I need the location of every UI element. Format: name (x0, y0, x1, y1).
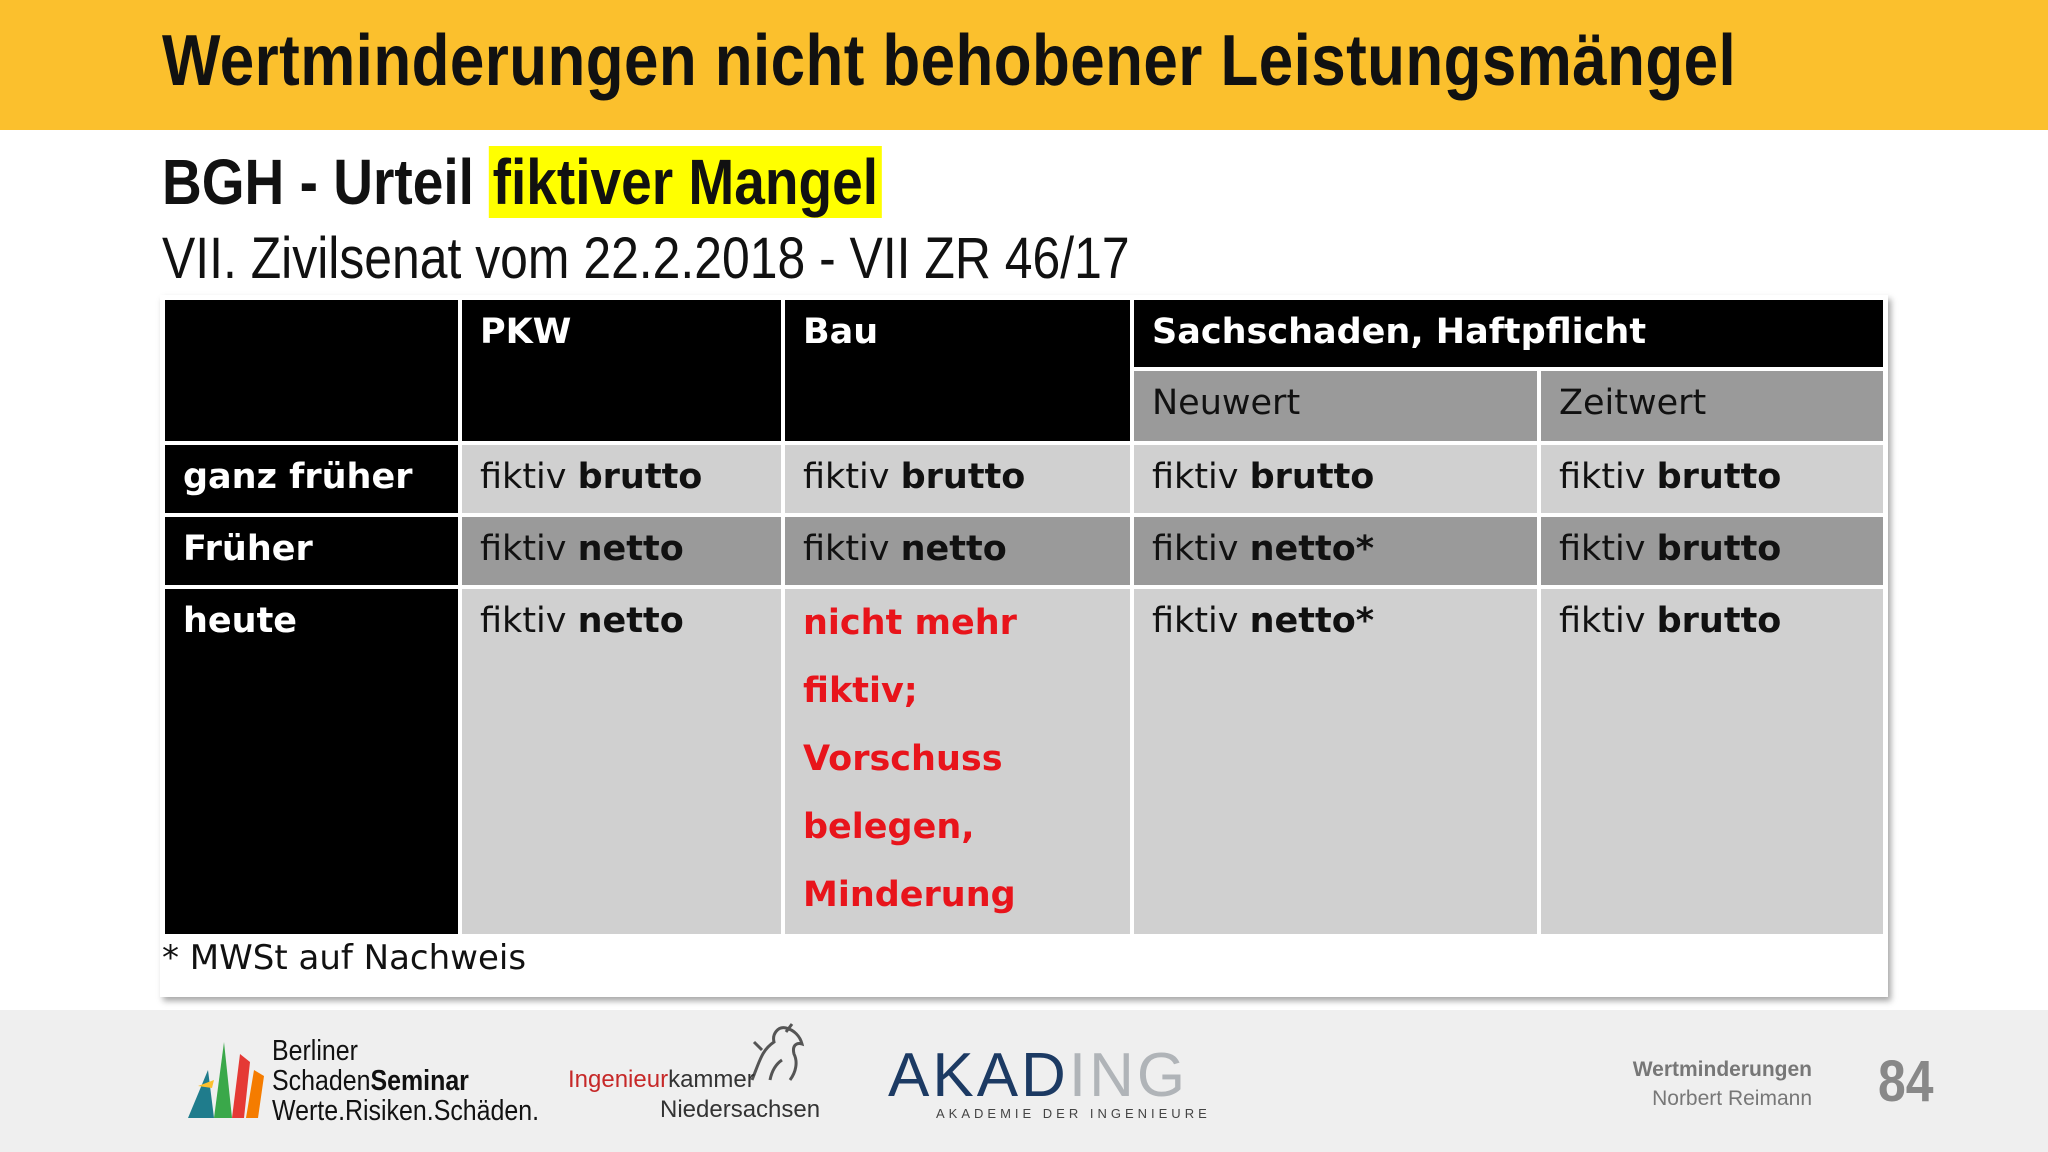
subtitle-text: BGH - Urteil (162, 146, 490, 218)
cell-heute-bau (785, 589, 1130, 934)
slide-subtitle (162, 145, 881, 219)
ingenieurkammer-region: Niedersachsen (660, 1096, 821, 1123)
bau-line: Vorschuss (803, 739, 1003, 779)
cell-heute-pkw: fiktiv netto (462, 589, 781, 934)
cell-frueher-zeitwert: fiktiv brutto (1541, 517, 1883, 585)
footer-author: Norbert Reimann (1652, 1087, 1812, 1110)
bau-line: belegen, (803, 807, 975, 847)
court-reference: VII. Zivilsenat vom 22.2.2018 - VII ZR 46/17 (162, 226, 1130, 291)
slide-title: Wertminderungen nicht behobener Leistungsmängel (162, 21, 1737, 101)
akading-subtitle: AKADEMIE DER INGENIEURE (936, 1106, 1211, 1121)
table-footnote: * MWSt auf Nachweis (162, 938, 527, 978)
bau-line: fiktiv; (803, 671, 918, 711)
bss-line3: Werte.Risiken.Schäden. (272, 1095, 540, 1127)
berliner-schadenseminar-logo-icon (184, 1040, 270, 1120)
col-header-zeitwert: Zeitwert (1541, 371, 1883, 441)
cell-frueher-pkw: fiktiv netto (462, 517, 781, 585)
cell-heute-zeitwert: fiktiv brutto (1541, 589, 1883, 934)
corner-cell (165, 300, 458, 441)
bau-line: Minderung (803, 875, 1016, 915)
akading-logo: AKADING (888, 1041, 1189, 1110)
cell-ganz-frueher-pkw: fiktiv brutto (462, 445, 781, 513)
bau-line: nicht mehr (803, 603, 1017, 643)
col-header-sachschaden: Sachschaden, Haftpflicht (1134, 300, 1883, 367)
subtitle-highlight: fiktiver Mangel (489, 146, 881, 218)
cell-ganz-frueher-neuwert: fiktiv brutto (1134, 445, 1537, 513)
footer-topic: Wertminderungen (1632, 1058, 1812, 1081)
bss-line1: Berliner (272, 1035, 358, 1067)
row-label-frueher: Früher (165, 517, 458, 585)
col-header-pkw: PKW (462, 300, 781, 441)
row-label-heute: heute (165, 589, 458, 934)
row-label-ganz-frueher: ganz früher (165, 445, 458, 513)
berliner-schadenseminar-logo (272, 1036, 539, 1126)
ingenieurkammer-logo: Ingenieurkammer (568, 1066, 755, 1093)
cell-heute-neuwert: fiktiv netto* (1134, 589, 1537, 934)
cell-ganz-frueher-bau: fiktiv brutto (785, 445, 1130, 513)
page-number: 84 (1878, 1049, 1934, 1114)
comparison-table (160, 295, 1888, 997)
col-header-neuwert: Neuwert (1134, 371, 1537, 441)
cell-frueher-bau: fiktiv netto (785, 517, 1130, 585)
bss-line2: SchadenSeminar (272, 1065, 469, 1097)
cell-frueher-neuwert: fiktiv netto* (1134, 517, 1537, 585)
cell-ganz-frueher-zeitwert: fiktiv brutto (1541, 445, 1883, 513)
col-header-bau: Bau (785, 300, 1130, 441)
